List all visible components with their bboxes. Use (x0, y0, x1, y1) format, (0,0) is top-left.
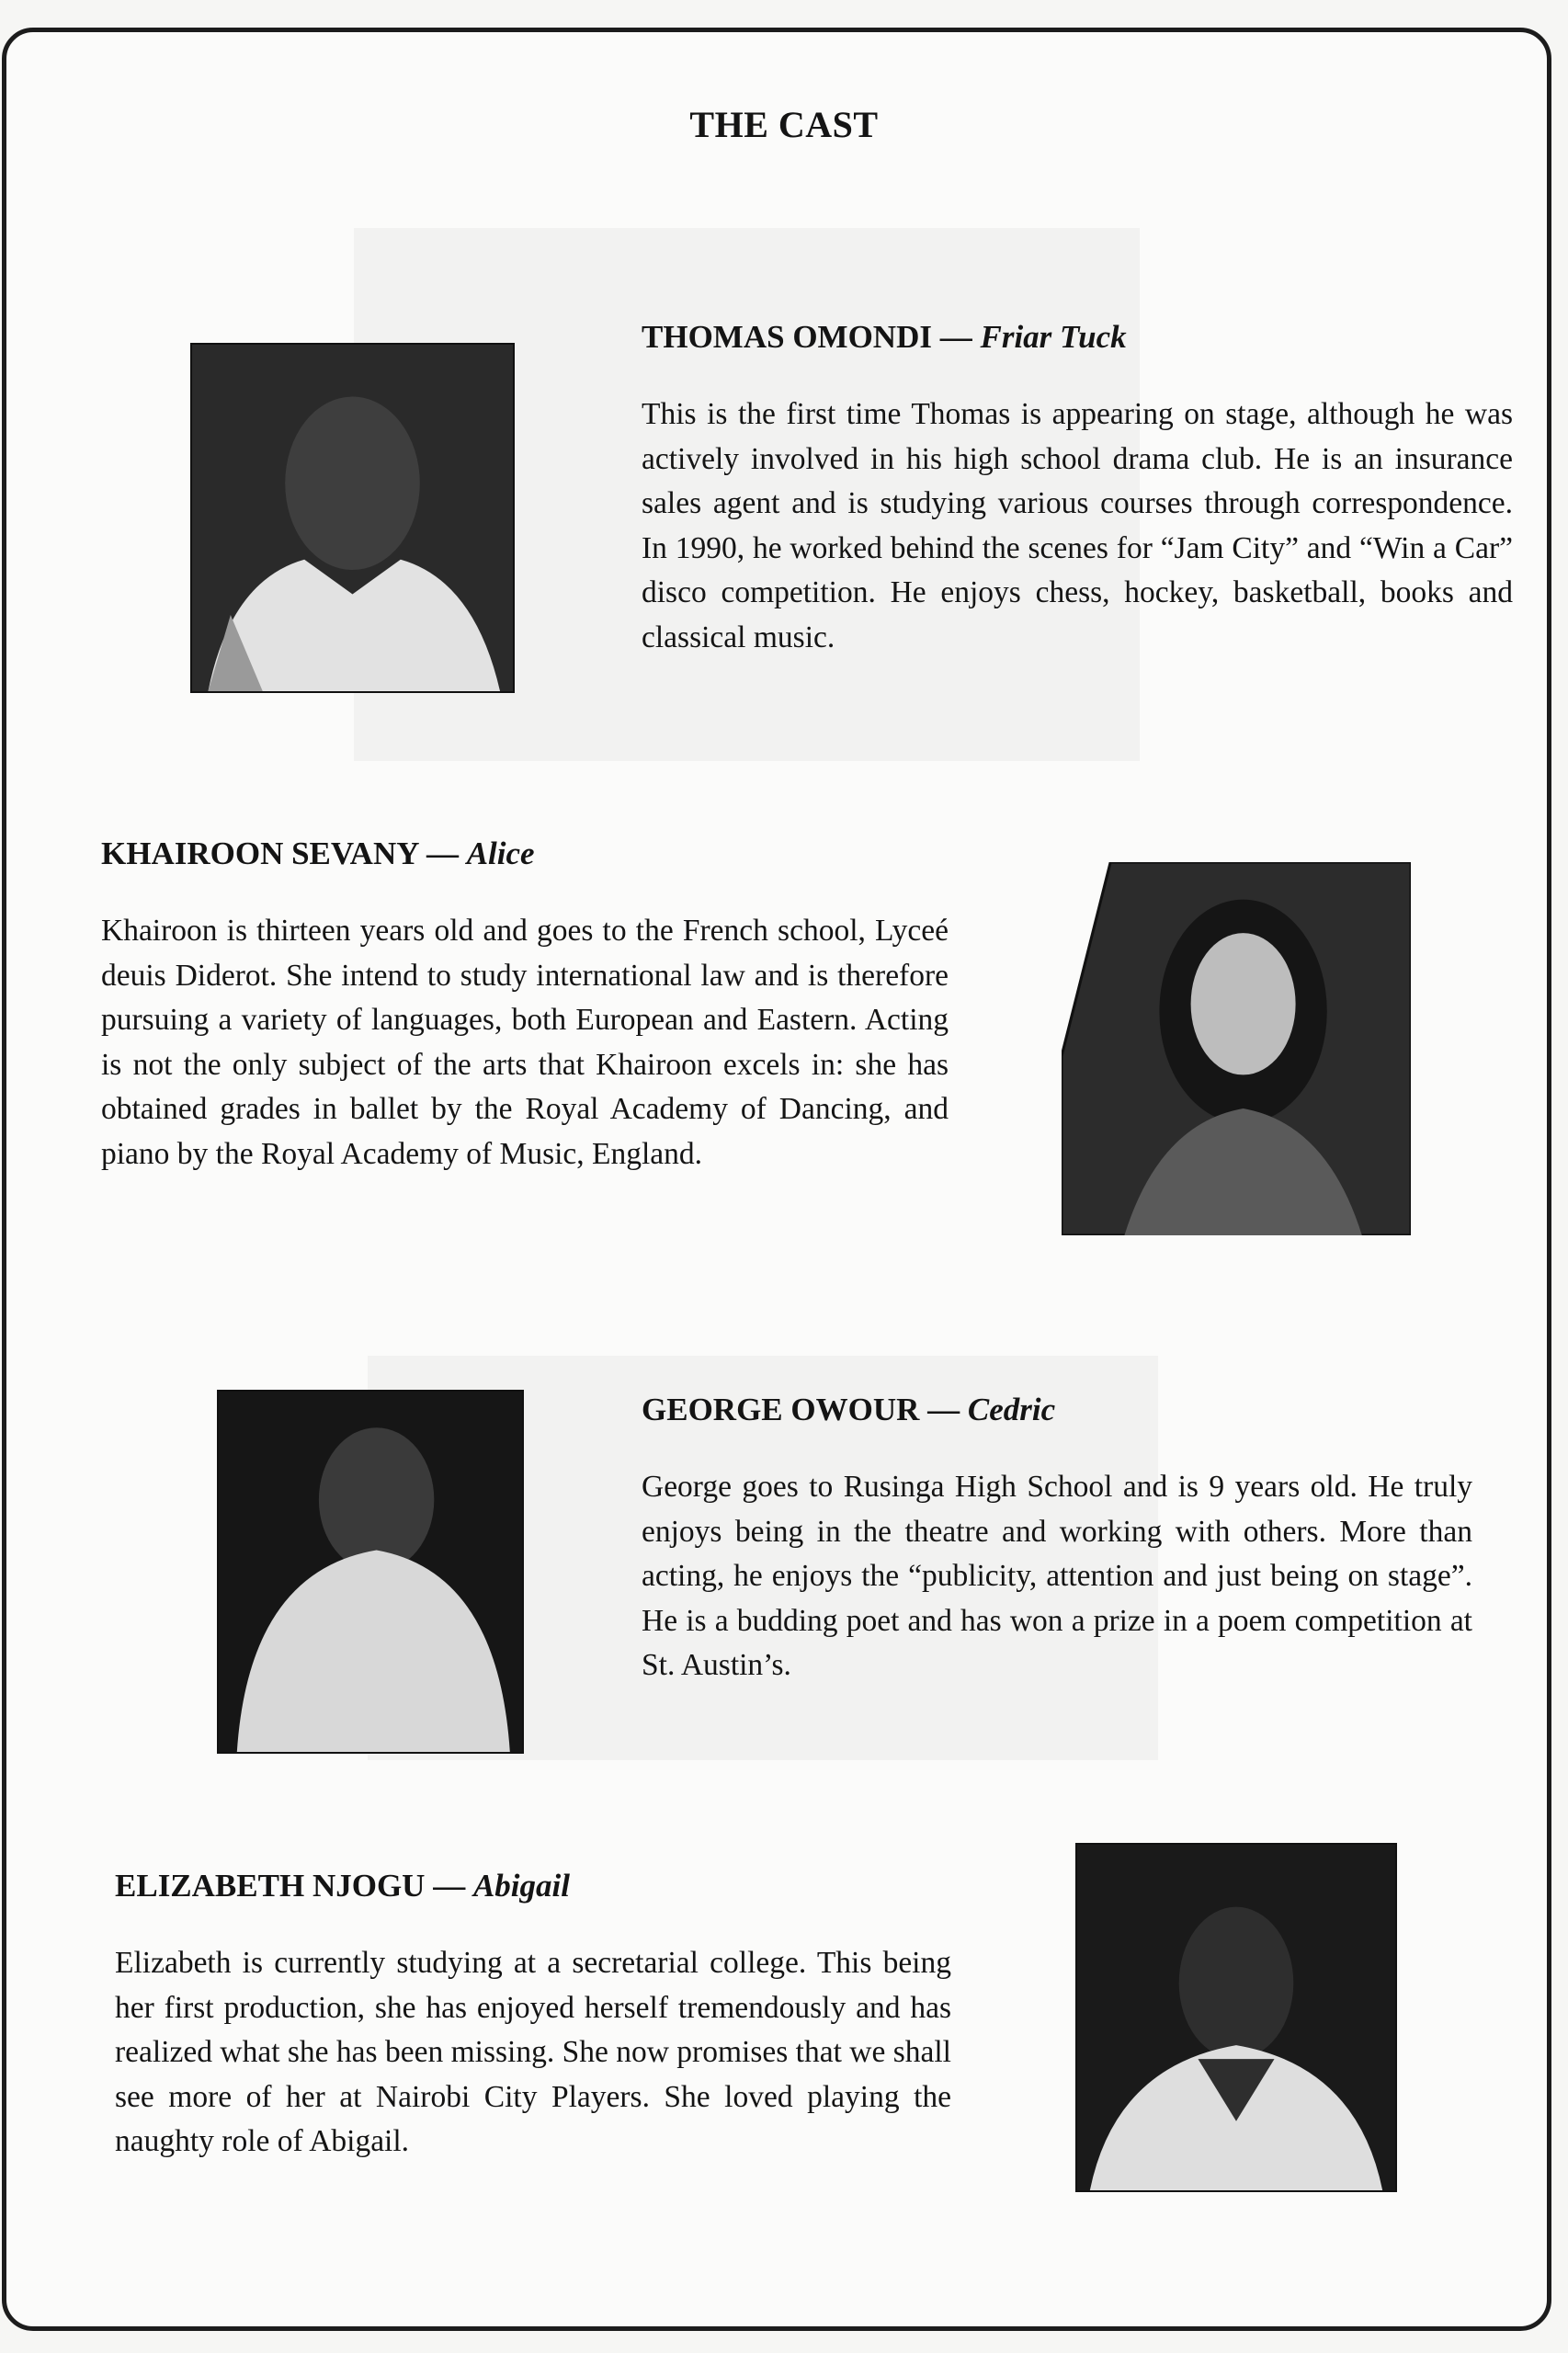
portrait-icon (1062, 862, 1411, 1235)
cast-bio: Khairoon is thirteen years old and goes to the French school, Lyceé deuis Diderot. She intend to study international law and is therefore pursuing a variety of languages, both European and Eastern. Acting is not the only subject of the arts that Khairoon excels in: she has obtained grades in ballet by the Royal Academy of Dancing, and piano by the Royal Academy of Music, England. (101, 914, 949, 1171)
page-title: THE CAST (689, 104, 879, 145)
cast-name: THOMAS OMONDI (642, 319, 932, 355)
cast-role: Abigail (472, 1868, 570, 1904)
cast-bio: This is the first time Thomas is appearing on stage, although he was actively involved in his high school drama club. He is an insurance sales agent and is studying various courses through correspondence. In 1990, he worked behind the scenes for “Jam City” and “Win a Car” disco competition. He enjoys chess, hockey, basketball, books and classical music. (642, 397, 1513, 654)
cast-photo-george-owour (217, 1390, 524, 1754)
portrait-icon (192, 345, 513, 691)
cast-separator: — (425, 1868, 473, 1904)
cast-role: Alice (466, 835, 535, 871)
cast-heading (642, 1390, 1472, 1430)
cast-photo-elizabeth-njogu (1075, 1843, 1397, 2192)
cast-heading (642, 317, 1513, 358)
cast-separator: — (919, 1392, 968, 1427)
cast-name: ELIZABETH NJOGU (115, 1868, 426, 1904)
portrait-icon (1077, 1845, 1395, 2190)
cast-photo-thomas-omondi (190, 343, 515, 693)
cast-entry (642, 1390, 1472, 1688)
cast-separator: — (931, 319, 981, 355)
cast-entry (101, 834, 949, 1176)
portrait-icon (219, 1392, 522, 1752)
cast-role: Friar Tuck (980, 319, 1127, 355)
cast-entry (115, 1866, 951, 2165)
cast-bio: George goes to Rusinga High School and is 9 years old. He truly enjoys being in the theatre and working with others. More than acting, he enjoys the “publicity, attention and just being on stage”. He is a budding poet and has won a prize in a poem competition at St. Austin’s. (642, 1470, 1472, 1682)
cast-entry (642, 317, 1513, 660)
cast-photo-khairoon-sevany (1062, 862, 1411, 1235)
cast-heading (115, 1866, 951, 1906)
cast-role: Cedric (967, 1392, 1056, 1427)
cast-bio: Elizabeth is currently studying at a secretarial college. This being her first production, she has enjoyed herself tremendously and has realized what she has been missing. She now promises that we shall see more of her at Nairobi City Players. She loved playing the naughty role of Abigail. (115, 1946, 951, 2158)
cast-heading (101, 834, 949, 874)
cast-name: KHAIROON SEVANY (101, 835, 419, 871)
cast-separator: — (418, 835, 467, 871)
cast-name: GEORGE OWOUR (642, 1392, 920, 1427)
